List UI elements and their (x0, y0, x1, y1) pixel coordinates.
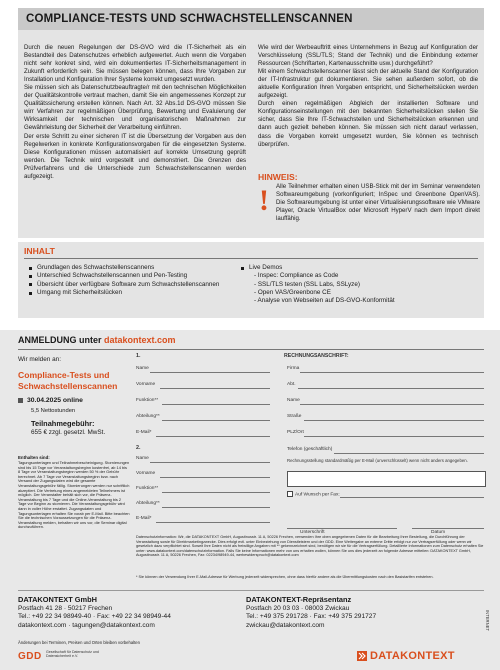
course-date: 30.04.2025 online (27, 397, 83, 404)
privacy-text: Datenschutzinformation: Wir, die DATAKONTEXT GmbH, Augustinusstr. 11 A, 50226 Frechen, verwenden Ihre oben angegebenen Daten für die Bearbeitung Ihrer Bestellung, die Durchführung der Veranstaltung sowie für Direktmarketingzwecke. Dies erfolgt evtl. unter Einbeziehung von Dienstleistern und der GDD. Eine Weitergabe an externe Dritte erfolgt nur zur Vertragserfüllung oder wenn wir gesetzlich dazu verpflichtet sind. Soweit Ihre Daten nicht als freiwillige Angaben mit ** gekennzeichnet sind, benötigen wir sie für die Vertragserfüllung. Detaillierte Informationen zum Datenschutz erhalten Sie unter: www.datakontext.com/datenschutzinformation. Falls Sie keine Informationen mehr von uns erhalten wollen, können Sie uns dies jederzeit an folgende Adresse mitteilen: DATAKONTEXT GmbH, Augustinusstr. 11 A, 50226 Frechen, Fax: 02234/98949-44, werbewiderspruch@datakontext.com (136, 535, 484, 558)
date-field[interactable] (412, 528, 484, 529)
divider (18, 590, 484, 591)
list-item: Unterschied Schwachstellenscannen und Pen-Testing (28, 272, 228, 280)
list-item: Live Demos (240, 264, 470, 272)
field-label: Abteilung** (136, 414, 160, 419)
divider (24, 258, 478, 259)
fax-checkbox[interactable] (287, 491, 293, 497)
hinweis-text: Alle Teilnehmer erhalten einen USB-Stick mit der im Seminar verwendeten Softwareumgebung (vorkonfiguriert; InSpec und Greenbone OpenVAS). Die Softwareumgebung ist unter einer Virtualisierungssoftware wie VMware Player, Oracle VirtualBox oder Microsoft HyperV nach dem Import direkt lauffähig. (276, 183, 480, 223)
field-label: PLZ/Ort (287, 430, 304, 435)
hinweis-title: HINWEIS: (258, 172, 298, 182)
datakontext-logo-icon (357, 651, 367, 661)
email-field-2[interactable] (156, 522, 270, 523)
field-label: Funktion** (136, 486, 159, 491)
footer-left-web[interactable]: datakontext.com · tagungen@datakontext.com (18, 621, 155, 629)
fax-checkbox-row (287, 491, 340, 497)
intro-paragraph: Wie wird der Werbeauftritt eines Unternehmens in Bezug auf Konfiguration der Verschlüsselung (SSL/TLS; Stand der Technik) und die Einbindung externer Ressourcen (Schriftarten, Kartenausschnitte usw.) durchgeführt? (258, 44, 478, 68)
field-label: E-Mail* (136, 516, 152, 521)
inhalt-left-list (28, 264, 228, 297)
course-title-line-2: Schwachstellenscannen (18, 381, 118, 391)
course-title-line-1: Compliance-Tests und (18, 370, 110, 380)
date-checkbox[interactable] (18, 398, 23, 403)
intro-paragraph: Durch die neuen Regelungen der DS-GVO wird die IT-Sicherheit als ein Bestandteil des Datenschutzes erheblich aufgewertet. Auch wenn die Vorgaben nicht sehr konkret sind, wird ein dokumentiertes IT-Sicherheitsmanagement in Zukunft erforderlich sein. Sie müssen belegen können, dass Ihre Vorgaben zur Installation und Konfiguration Ihrer Systeme korrekt umgesetzt wurden. (24, 44, 246, 84)
date-label: Datum (431, 530, 446, 535)
field-label: E-Mail* (136, 430, 152, 435)
vorname-field-1[interactable] (160, 388, 270, 389)
strasse-field[interactable] (304, 420, 484, 421)
field-label: Abteilung** (136, 501, 160, 506)
list-item: - Inspec: Compliance as Code (254, 272, 339, 280)
consent-text: Rechnungsstellung standardmäßig per E-Mail (unverschlüsselt) wenn nicht anders angegeben. (287, 458, 468, 463)
funktion-field-1[interactable] (162, 404, 270, 405)
name-field-2[interactable] (150, 462, 270, 463)
field-label: Firma (287, 366, 300, 371)
intro-left-column (24, 44, 246, 181)
disclaimer: Änderungen bei Terminen, Preisen und Orten bleiben vorbehalten (18, 640, 140, 645)
page-title: COMPLIANCE-TESTS UND SCHWACHSTELLENSCANNEN (26, 13, 353, 25)
list-item: Grundlagen des Schwachstellenscannens (28, 264, 228, 272)
funktion-field-2[interactable] (162, 492, 270, 493)
wir-melden-label: Wir melden an: (18, 356, 61, 363)
footer-right-company: DATAKONTEXT-Repräsentanz (246, 595, 352, 604)
footer-left (18, 596, 258, 630)
footer-right-address: Postfach 20 03 03 · 08003 Zwickau (246, 604, 350, 612)
field-label: Name (287, 398, 300, 403)
fee-value: 655 € zzgl. gesetzl. MwSt. (31, 429, 106, 436)
intro-right-column (258, 44, 478, 149)
fax-checkbox-label: Auf Wunsch per Fax: (295, 492, 340, 498)
exclamation-icon: ! (259, 184, 269, 217)
intro-paragraph: Der erste Schritt zu einer sicheren IT ist die Übersetzung der Vorgaben aus den Regelwerken in konkrete Konfigurationsvorgaben für die eingesetzten Systeme. Diese Konfigurationen müssen automatisiert auf korrekte Umsetzung geprüft werden. Die Technik wird vorgestellt und demonstriert. Die Grenzen des Prüfverfahrens und die Unterschiede zum Schwachstellenscannen werden aufgezeigt. (24, 132, 246, 180)
field-label: Name (136, 366, 149, 371)
privacy-note: * Sie können der Verwendung Ihrer E-Mail-Adresse für Werbung jederzeit widersprechen, ohne dass hierfür andere als die Übermittlungskosten nach den Basistarifen entstehen. (136, 575, 434, 579)
participant-2-number: 2. (136, 445, 141, 451)
name-billing-field[interactable] (300, 404, 484, 405)
list-item: - SSL/TLS testen (SSL Labs, SSLyze) (254, 280, 360, 288)
fax-field[interactable] (340, 497, 484, 498)
signature-label: Unterschrift (300, 530, 325, 535)
vorname-field-2[interactable] (160, 477, 270, 478)
course-date-row (18, 397, 83, 404)
fee-label: Teilnahmegebühr: (31, 419, 95, 428)
abteilung-field-2[interactable] (162, 507, 270, 508)
telefon-field[interactable] (334, 453, 484, 454)
course-hours: 5,5 Nettostunden (31, 408, 76, 414)
footer-left-phone: Tel.: +49 22 34 98949-40 · Fax: +49 22 34 98949-44 (18, 613, 171, 621)
field-label: Vorname (136, 471, 156, 476)
gdd-logo: GDD (18, 651, 42, 662)
field-label: Funktion** (136, 398, 159, 403)
fine-print: Tagungsunterlagen und Teilnahmebescheinigung. Stornierungen sind bis 15 Tage vor Veranstaltungsbeginn kostenfrei, ab 14 bis 8 Tage vor Veranstaltungsbeginn werden 50 % der Gebühr berechnet. Ab 7 Tage vor Veranstaltungsbeginn bzw. nach Versand der Zugangsdaten wird die gesamte Veranstaltungsgebühr fällig. Stornierungen werden nur schriftlich akzeptiert. Die Vertretung eines angemeldeten Teilnehmers ist möglich. Der Veranstalter behält sich vor, die Präsenz-Veranstaltung bis 7 Tage und die Online-Veranstaltung bis 2 Tage vor Beginn zu stornieren. Die Veranstaltungsgebühr wird dann in voller Höhe erstattet. Zugangsdaten und Tagungsunterlagen erhalten Sie vorab per E-Mail. Bitte beachten Sie die technischen Voraussetzungen für die Präsenz-Veranstaltung melden, behalten wir uns vor, die Seminar digital durchzuführen. (18, 461, 130, 530)
field-label: Telefon (geschäftlich) (287, 447, 333, 452)
registration-title-prefix: ANMELDUNG unter (18, 335, 104, 345)
gdd-logo-subtitle: Gesellschaft für Datenschutz und Datensicherheit e.V. (46, 650, 99, 659)
field-label: Vorname (136, 382, 156, 387)
email-field-1[interactable] (156, 436, 270, 437)
intro-paragraph: Durch einen regelmäßigen Abgleich der installierten Software und Konfigurationseinstellungen mit den bekannten Sicherheitslücken stellen Sie sicher, dass Sie Ihre IT-Schwachstellen und Sicherheitslücken erkennen und dann auch gezielt beheben können. Sie müssen sich nicht darauf verlassen, dass die Vorgaben korrekt umgesetzt wurden, Sie können es technisch überprüfen. (258, 100, 478, 148)
participant-1-number: 1. (136, 353, 141, 359)
inhalt-title: INHALT (24, 246, 55, 256)
plz-ort-field[interactable] (304, 436, 484, 437)
email-invoice-field[interactable] (287, 471, 486, 487)
field-label: Abt. (287, 382, 296, 387)
inhalt-section (18, 242, 484, 318)
signature-field[interactable] (287, 528, 397, 529)
footer-left-address: Postfach 41 28 · 50217 Frechen (18, 604, 113, 612)
vertical-label: INTERNET (485, 610, 490, 631)
intro-paragraph: Mit einem Schwachstellenscanner lässt sich der aktuelle Stand der Konfiguration der IT-Infrastruktur gut dokumentieren. Sie sehen außerdem sofort, ob die aktuelle Konfiguration Ihren Vorgaben entspricht, und Sicherheitslücken werden aufgezeigt. (258, 68, 478, 100)
intro-paragraph: Sie müssen sich als Datenschutzbeauftragte/r mit den technischen Möglichkeiten der Qualitätskontrolle vertraut machen, damit Sie ein angemessenes Konzept zur Qualitätssicherung erstellen können. Nach Art. 32 Abs.1d DS-GVO müssen Sie wirr Verfahren zur regelmäßigen Überprüfung, Bewertung und Evaluierung der Wirksamkeit der technischen und organisatorischen Maßnahmen zur Gewährleistung der Sicherheit der Verarbeitung einführen. (24, 84, 246, 132)
list-item: - Open VAS/Greenbone CE (254, 288, 331, 296)
footer-right-phone: Tel.: +49 375 291728 · Fax: +49 375 291727 (246, 613, 377, 621)
footer-right-web[interactable]: zwickau@datakontext.com (246, 621, 325, 629)
field-label: Straße (287, 414, 302, 419)
abteilung-field-1[interactable] (162, 420, 270, 421)
list-item: - Analyse von Webseiten auf DS-GVO-Konformität (254, 297, 395, 305)
firma-field[interactable] (300, 372, 484, 373)
abteilung-billing-field[interactable] (298, 388, 484, 389)
name-field-1[interactable] (150, 372, 270, 373)
divider (18, 349, 484, 350)
datakontext-logo: DATAKONTEXT (370, 650, 455, 662)
header-bar (18, 8, 484, 30)
billing-title: RECHNUNGSANSCHRIFT: (284, 353, 349, 359)
field-label: Name (136, 456, 149, 461)
footer-right (246, 596, 476, 630)
list-item: Umgang mit Sicherheitslücken (28, 289, 228, 297)
registration-title (18, 335, 176, 345)
fine-print-title: Enthalten sind: (18, 455, 50, 460)
registration-link[interactable]: datakontext.com (104, 335, 176, 345)
footer-left-company: DATAKONTEXT GmbH (18, 595, 97, 604)
intro-section (18, 30, 484, 238)
list-item: Übersicht über verfügbare Software zum Schwachstellenscannen (28, 281, 228, 289)
inhalt-right-list (240, 264, 470, 305)
